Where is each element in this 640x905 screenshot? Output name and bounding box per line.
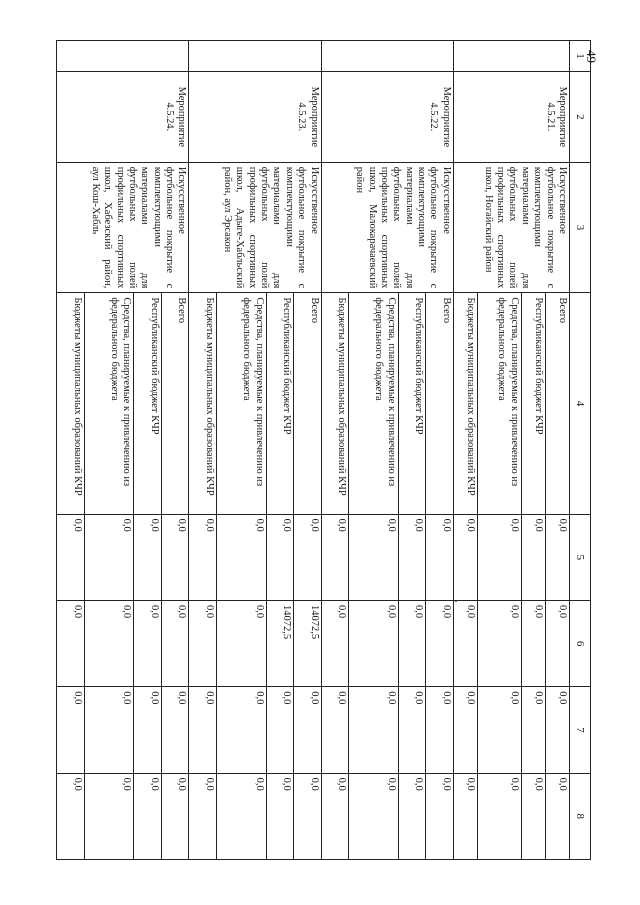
value-cell: 0,0 xyxy=(161,600,189,686)
funding-source-cell: Всего xyxy=(294,293,322,514)
value-cell: 0,0 xyxy=(294,514,322,600)
description-cell: Искусственное футбольное покрытие с комплектующими материалами для футбольных полей профильных спортивных школ, Хабезский район, аул Кош-Хабль xyxy=(57,162,189,293)
value-cell: 0,0 xyxy=(398,773,426,859)
value-cell: 0,0 xyxy=(84,514,134,600)
funding-source-cell: Всего xyxy=(426,293,454,514)
value-cell: 0,0 xyxy=(134,773,162,859)
value-cell: 0,0 xyxy=(321,687,349,773)
column-header: 6 xyxy=(570,600,591,686)
value-cell: 0,0 xyxy=(453,687,477,773)
value-cell: 0,0 xyxy=(426,514,454,600)
value-cell: 0,0 xyxy=(521,773,545,859)
measure-cell: Мероприятие 4.5.22. xyxy=(321,71,453,162)
value-cell: 0,0 xyxy=(321,514,349,600)
value-cell: 0,0 xyxy=(189,514,217,600)
column-header: 2 xyxy=(570,71,591,162)
value-cell: 0,0 xyxy=(478,687,522,773)
funding-source-cell: Всего xyxy=(545,293,569,514)
value-cell: 0,0 xyxy=(349,773,399,859)
value-cell: 0,0 xyxy=(216,514,266,600)
measure-cell: Мероприятие 4.5.21. xyxy=(453,71,569,162)
description-cell: Искусственное футбольное покрытие с комплектующими материалами для футбольных полей профильных спортивных школ, Ногайский район xyxy=(453,162,569,293)
funding-source-cell: Бюджеты муниципальных образований КЧР xyxy=(453,293,477,514)
page-number: 49 xyxy=(584,50,599,63)
scan-speck xyxy=(455,600,457,602)
value-cell: 0,0 xyxy=(161,687,189,773)
column-header: 5 xyxy=(570,514,591,600)
value-cell: 0,0 xyxy=(349,514,399,600)
column-header: 3 xyxy=(570,162,591,293)
value-cell: 0,0 xyxy=(134,514,162,600)
table-row xyxy=(161,41,189,860)
value-cell: 0,0 xyxy=(521,514,545,600)
value-cell: 0,0 xyxy=(294,773,322,859)
value-cell: 0,0 xyxy=(521,600,545,686)
funding-source-cell: Средства, планируемые к привлечению из федерального бюджета xyxy=(84,293,134,514)
value-cell: 0,0 xyxy=(398,600,426,686)
column-header: 7 xyxy=(570,687,591,773)
value-cell: 0,0 xyxy=(134,687,162,773)
value-cell: 0,0 xyxy=(349,687,399,773)
table-row xyxy=(294,41,322,860)
value-cell: 14072,5 xyxy=(266,600,294,686)
column-header: 8 xyxy=(570,773,591,859)
value-cell: 0,0 xyxy=(321,773,349,859)
value-cell: 0,0 xyxy=(84,687,134,773)
value-cell: 0,0 xyxy=(134,600,162,686)
row-index-cell xyxy=(321,41,453,72)
value-cell: 0,0 xyxy=(426,600,454,686)
value-cell: 0,0 xyxy=(545,687,569,773)
value-cell: 0,0 xyxy=(84,600,134,686)
funding-source-cell: Всего xyxy=(161,293,189,514)
funding-source-cell: Республиканский бюджет КЧР xyxy=(398,293,426,514)
value-cell: 0,0 xyxy=(426,687,454,773)
measure-cell: Мероприятие 4.5.23. xyxy=(189,71,321,162)
value-cell: 0,0 xyxy=(294,687,322,773)
value-cell: 0,0 xyxy=(216,687,266,773)
funding-source-cell: Бюджеты муниципальных образований КЧР xyxy=(321,293,349,514)
value-cell: 0,0 xyxy=(161,514,189,600)
funding-source-cell: Республиканский бюджет КЧР xyxy=(521,293,545,514)
column-header: 1 xyxy=(570,41,591,72)
value-cell: 0,0 xyxy=(521,687,545,773)
value-cell: 0,0 xyxy=(398,687,426,773)
value-cell: 0,0 xyxy=(216,773,266,859)
funding-source-cell: Средства, планируемые к привлечению из федерального бюджета xyxy=(349,293,399,514)
budget-table xyxy=(56,40,591,860)
column-number-row xyxy=(570,41,591,860)
value-cell: 0,0 xyxy=(478,514,522,600)
value-cell: 0,0 xyxy=(266,687,294,773)
rotated-table-wrapper xyxy=(56,40,591,860)
value-cell: 0,0 xyxy=(321,600,349,686)
value-cell: 0,0 xyxy=(453,600,477,686)
funding-source-cell: Республиканский бюджет КЧР xyxy=(266,293,294,514)
value-cell: 0,0 xyxy=(545,773,569,859)
value-cell: 0,0 xyxy=(84,773,134,859)
row-index-cell xyxy=(189,41,321,72)
table-row xyxy=(426,41,454,860)
table-row xyxy=(545,41,569,860)
description-cell: Искусственное футбольное покрытие с комплектующими материалами для футбольных полей профильных спортивных школ, Малокарачаевский район xyxy=(321,162,453,293)
value-cell: 0,0 xyxy=(57,687,85,773)
value-cell: 0,0 xyxy=(453,773,477,859)
row-index-cell xyxy=(57,41,189,72)
value-cell: 0,0 xyxy=(57,514,85,600)
value-cell: 0,0 xyxy=(57,600,85,686)
value-cell: 0,0 xyxy=(216,600,266,686)
funding-source-cell: Республиканский бюджет КЧР xyxy=(134,293,162,514)
value-cell: 0,0 xyxy=(266,514,294,600)
measure-cell: Мероприятие 4.5.24. xyxy=(57,71,189,162)
value-cell: 0,0 xyxy=(453,514,477,600)
funding-source-cell: Бюджеты муниципальных образований КЧР xyxy=(57,293,85,514)
funding-source-cell: Бюджеты муниципальных образований КЧР xyxy=(189,293,217,514)
value-cell: 0,0 xyxy=(189,600,217,686)
value-cell: 0,0 xyxy=(189,687,217,773)
row-index-cell xyxy=(453,41,569,72)
funding-source-cell: Средства, планируемые к привлечению из федерального бюджета xyxy=(478,293,522,514)
value-cell: 0,0 xyxy=(426,773,454,859)
value-cell: 0,0 xyxy=(349,600,399,686)
value-cell: 0,0 xyxy=(266,773,294,859)
value-cell: 14072,5 xyxy=(294,600,322,686)
value-cell: 0,0 xyxy=(189,773,217,859)
value-cell: 0,0 xyxy=(545,514,569,600)
column-header: 4 xyxy=(570,293,591,514)
value-cell: 0,0 xyxy=(478,600,522,686)
value-cell: 0,0 xyxy=(545,600,569,686)
value-cell: 0,0 xyxy=(161,773,189,859)
value-cell: 0,0 xyxy=(398,514,426,600)
value-cell: 0,0 xyxy=(57,773,85,859)
funding-source-cell: Средства, планируемые к привлечению из федерального бюджета xyxy=(216,293,266,514)
value-cell: 0,0 xyxy=(478,773,522,859)
description-cell: Искусственное футбольное покрытие с комплектующими материалами для футбольных полей профильных спортивных школ, Адыге-Хабльский район, аул Эрсакон xyxy=(189,162,321,293)
